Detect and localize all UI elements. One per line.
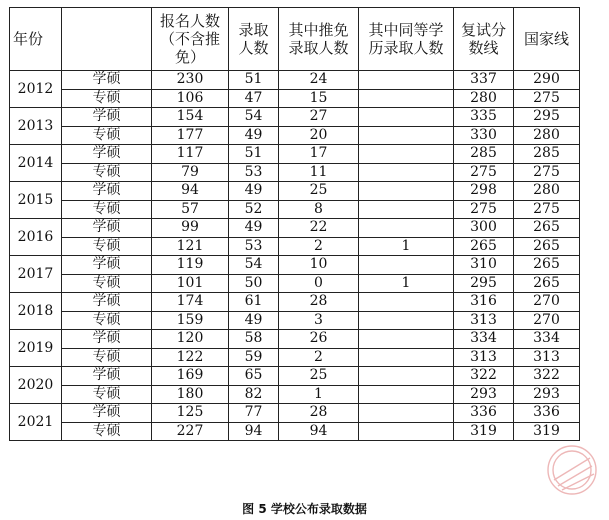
cell-equivalent <box>359 311 454 330</box>
cell-recommended: 8 <box>279 200 359 219</box>
cell-retest-line: 310 <box>454 256 514 275</box>
cell-retest-line: 275 <box>454 200 514 219</box>
cell-year: 2019 <box>10 330 62 367</box>
header-national-line: 国家线 <box>514 8 580 71</box>
cell-recommended: 2 <box>279 348 359 367</box>
table-row <box>10 182 580 201</box>
cell-national-line: 275 <box>514 200 580 219</box>
cell-retest-line: 298 <box>454 182 514 201</box>
table-row <box>10 385 580 404</box>
cell-equivalent <box>359 348 454 367</box>
cell-equivalent <box>359 293 454 312</box>
cell-equivalent <box>359 71 454 90</box>
cell-year: 2012 <box>10 71 62 108</box>
cell-recommended: 94 <box>279 422 359 441</box>
cell-applicants: 154 <box>152 108 229 127</box>
cell-applicants: 120 <box>152 330 229 349</box>
cell-recommended: 0 <box>279 274 359 293</box>
header-row <box>10 8 580 71</box>
cell-national-line: 265 <box>514 219 580 238</box>
cell-recommended: 3 <box>279 311 359 330</box>
cell-admitted: 53 <box>229 237 279 256</box>
cell-admitted: 59 <box>229 348 279 367</box>
cell-recommended: 28 <box>279 293 359 312</box>
cell-equivalent <box>359 200 454 219</box>
cell-applicants: 94 <box>152 182 229 201</box>
cell-national-line: 280 <box>514 182 580 201</box>
cell-applicants: 106 <box>152 89 229 108</box>
cell-national-line: 265 <box>514 256 580 275</box>
table-row <box>10 348 580 367</box>
cell-recommended: 20 <box>279 126 359 145</box>
cell-admitted: 52 <box>229 200 279 219</box>
cell-national-line: 265 <box>514 274 580 293</box>
cell-retest-line: 300 <box>454 219 514 238</box>
cell-year: 2013 <box>10 108 62 145</box>
cell-admitted: 94 <box>229 422 279 441</box>
cell-equivalent <box>359 219 454 238</box>
cell-equivalent: 1 <box>359 237 454 256</box>
cell-retest-line: 275 <box>454 163 514 182</box>
cell-year: 2018 <box>10 293 62 330</box>
cell-applicants: 174 <box>152 293 229 312</box>
cell-type: 专硕 <box>62 89 152 108</box>
cell-retest-line: 280 <box>454 89 514 108</box>
cell-applicants: 57 <box>152 200 229 219</box>
cell-type: 学硕 <box>62 182 152 201</box>
cell-admitted: 51 <box>229 145 279 164</box>
table-row <box>10 422 580 441</box>
cell-admitted: 49 <box>229 311 279 330</box>
cell-retest-line: 313 <box>454 348 514 367</box>
cell-type: 学硕 <box>62 330 152 349</box>
table-row <box>10 404 580 423</box>
table-row <box>10 200 580 219</box>
table-row <box>10 311 580 330</box>
header-type <box>62 8 152 71</box>
cell-admitted: 54 <box>229 256 279 275</box>
cell-admitted: 49 <box>229 126 279 145</box>
cell-applicants: 169 <box>152 367 229 386</box>
cell-type: 学硕 <box>62 256 152 275</box>
cell-national-line: 285 <box>514 145 580 164</box>
cell-admitted: 49 <box>229 219 279 238</box>
cell-equivalent <box>359 256 454 275</box>
cell-admitted: 82 <box>229 385 279 404</box>
cell-year: 2014 <box>10 145 62 182</box>
header-year: 年份 <box>10 8 62 71</box>
table-row <box>10 89 580 108</box>
cell-type: 学硕 <box>62 367 152 386</box>
cell-equivalent <box>359 126 454 145</box>
header-retest-line: 复试分数线 <box>454 8 514 71</box>
cell-type: 学硕 <box>62 71 152 90</box>
cell-retest-line: 293 <box>454 385 514 404</box>
header-equivalent: 其中同等学历录取人数 <box>359 8 454 71</box>
table-body <box>10 71 580 441</box>
cell-type: 学硕 <box>62 219 152 238</box>
cell-recommended: 22 <box>279 219 359 238</box>
cell-national-line: 334 <box>514 330 580 349</box>
table-row <box>10 219 580 238</box>
cell-equivalent: 1 <box>359 274 454 293</box>
cell-recommended: 10 <box>279 256 359 275</box>
table-row <box>10 108 580 127</box>
cell-equivalent <box>359 330 454 349</box>
table-row <box>10 163 580 182</box>
cell-national-line: 313 <box>514 348 580 367</box>
cell-retest-line: 330 <box>454 126 514 145</box>
cell-recommended: 25 <box>279 182 359 201</box>
cell-equivalent <box>359 367 454 386</box>
cell-applicants: 177 <box>152 126 229 145</box>
cell-equivalent <box>359 108 454 127</box>
cell-applicants: 159 <box>152 311 229 330</box>
cell-recommended: 27 <box>279 108 359 127</box>
table-row <box>10 256 580 275</box>
cell-equivalent <box>359 145 454 164</box>
cell-recommended: 25 <box>279 367 359 386</box>
cell-type: 专硕 <box>62 126 152 145</box>
cell-admitted: 54 <box>229 108 279 127</box>
cell-applicants: 122 <box>152 348 229 367</box>
table-row <box>10 293 580 312</box>
table-row <box>10 367 580 386</box>
admission-data-table <box>9 7 580 441</box>
header-applicants: 报名人数（不含推免） <box>152 8 229 71</box>
cell-recommended: 24 <box>279 71 359 90</box>
cell-recommended: 26 <box>279 330 359 349</box>
cell-equivalent <box>359 182 454 201</box>
cell-recommended: 17 <box>279 145 359 164</box>
cell-applicants: 125 <box>152 404 229 423</box>
cell-applicants: 117 <box>152 145 229 164</box>
cell-equivalent <box>359 163 454 182</box>
cell-national-line: 293 <box>514 385 580 404</box>
cell-admitted: 49 <box>229 182 279 201</box>
cell-recommended: 1 <box>279 385 359 404</box>
table-row <box>10 71 580 90</box>
cell-applicants: 119 <box>152 256 229 275</box>
cell-equivalent <box>359 89 454 108</box>
cell-applicants: 121 <box>152 237 229 256</box>
cell-type: 专硕 <box>62 274 152 293</box>
cell-equivalent <box>359 422 454 441</box>
cell-type: 专硕 <box>62 422 152 441</box>
cell-year: 2016 <box>10 219 62 256</box>
cell-retest-line: 316 <box>454 293 514 312</box>
cell-admitted: 77 <box>229 404 279 423</box>
cell-applicants: 230 <box>152 71 229 90</box>
cell-year: 2015 <box>10 182 62 219</box>
table-header <box>10 8 580 71</box>
cell-retest-line: 295 <box>454 274 514 293</box>
cell-national-line: 319 <box>514 422 580 441</box>
table-row <box>10 145 580 164</box>
cell-type: 专硕 <box>62 311 152 330</box>
seal-stamp <box>540 440 600 495</box>
cell-national-line: 290 <box>514 71 580 90</box>
cell-national-line: 275 <box>514 89 580 108</box>
cell-retest-line: 265 <box>454 237 514 256</box>
header-admitted: 录取人数 <box>229 8 279 71</box>
cell-type: 学硕 <box>62 404 152 423</box>
cell-admitted: 47 <box>229 89 279 108</box>
cell-type: 专硕 <box>62 163 152 182</box>
cell-retest-line: 319 <box>454 422 514 441</box>
cell-retest-line: 285 <box>454 145 514 164</box>
cell-type: 学硕 <box>62 293 152 312</box>
cell-retest-line: 322 <box>454 367 514 386</box>
cell-type: 专硕 <box>62 348 152 367</box>
cell-equivalent <box>359 404 454 423</box>
cell-national-line: 336 <box>514 404 580 423</box>
figure-caption: 图 5 学校公布录取数据 <box>242 502 367 516</box>
cell-applicants: 101 <box>152 274 229 293</box>
header-recommended: 其中推免录取人数 <box>279 8 359 71</box>
table-row <box>10 126 580 145</box>
cell-retest-line: 336 <box>454 404 514 423</box>
cell-admitted: 65 <box>229 367 279 386</box>
cell-applicants: 227 <box>152 422 229 441</box>
cell-year: 2021 <box>10 404 62 441</box>
cell-retest-line: 337 <box>454 71 514 90</box>
cell-type: 学硕 <box>62 145 152 164</box>
cell-recommended: 28 <box>279 404 359 423</box>
cell-admitted: 61 <box>229 293 279 312</box>
cell-admitted: 53 <box>229 163 279 182</box>
cell-national-line: 322 <box>514 367 580 386</box>
cell-national-line: 295 <box>514 108 580 127</box>
cell-national-line: 275 <box>514 163 580 182</box>
cell-type: 专硕 <box>62 200 152 219</box>
cell-recommended: 11 <box>279 163 359 182</box>
cell-applicants: 180 <box>152 385 229 404</box>
cell-type: 学硕 <box>62 108 152 127</box>
cell-national-line: 280 <box>514 126 580 145</box>
cell-applicants: 79 <box>152 163 229 182</box>
cell-admitted: 50 <box>229 274 279 293</box>
table-row <box>10 237 580 256</box>
cell-retest-line: 313 <box>454 311 514 330</box>
cell-national-line: 270 <box>514 293 580 312</box>
cell-type: 专硕 <box>62 237 152 256</box>
cell-applicants: 99 <box>152 219 229 238</box>
cell-admitted: 58 <box>229 330 279 349</box>
cell-retest-line: 335 <box>454 108 514 127</box>
cell-retest-line: 334 <box>454 330 514 349</box>
table-row <box>10 274 580 293</box>
cell-equivalent <box>359 385 454 404</box>
cell-recommended: 15 <box>279 89 359 108</box>
cell-year: 2017 <box>10 256 62 293</box>
cell-admitted: 51 <box>229 71 279 90</box>
cell-recommended: 2 <box>279 237 359 256</box>
cell-national-line: 265 <box>514 237 580 256</box>
cell-national-line: 270 <box>514 311 580 330</box>
cell-year: 2020 <box>10 367 62 404</box>
cell-type: 专硕 <box>62 385 152 404</box>
table-row <box>10 330 580 349</box>
